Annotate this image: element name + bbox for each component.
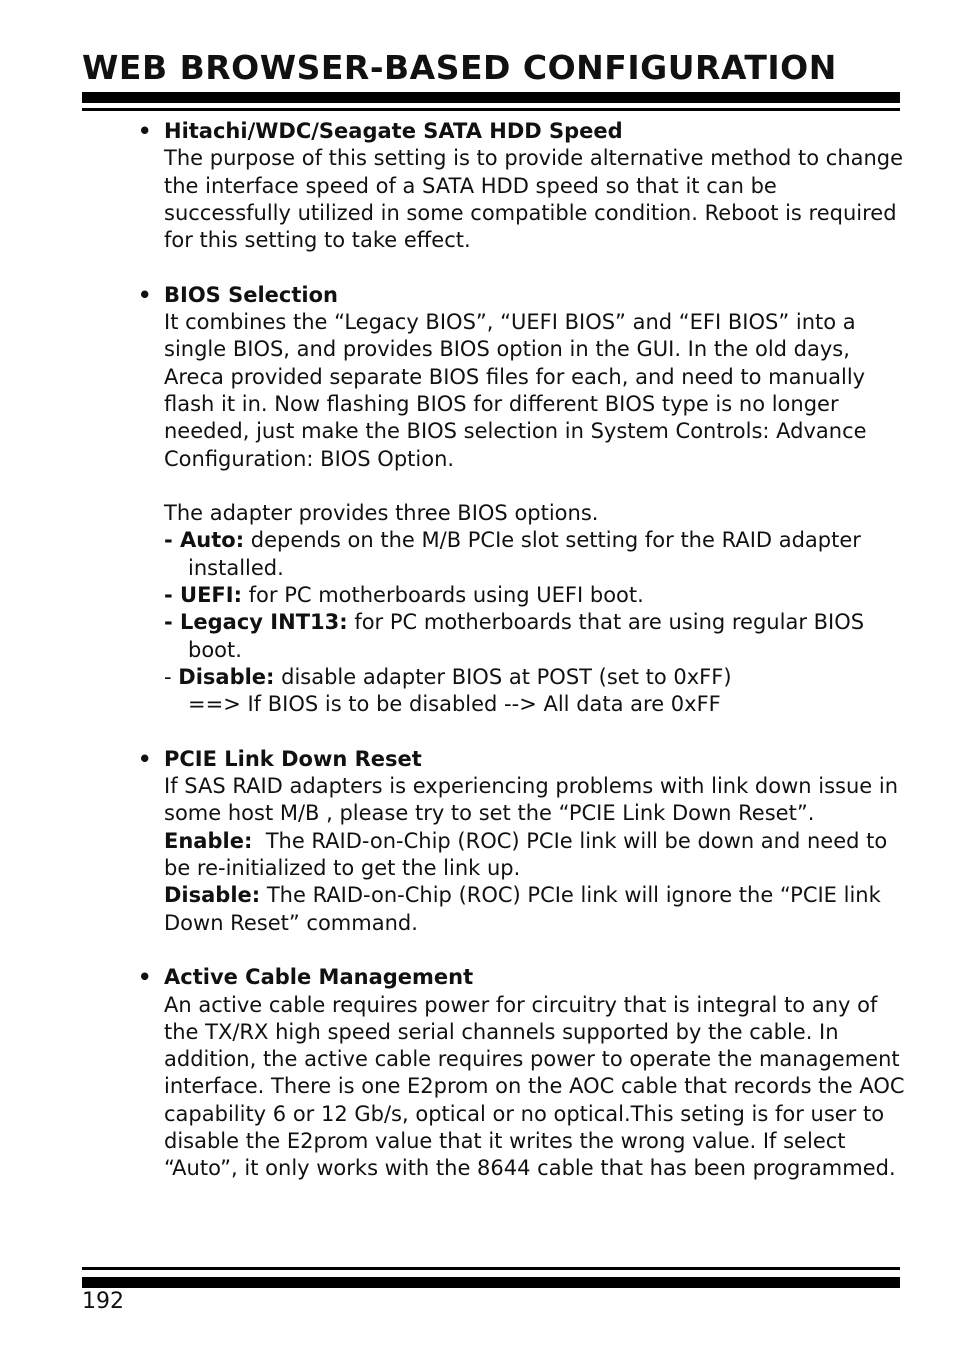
enable-label: Enable: bbox=[164, 828, 253, 853]
section-body: An active cable requires power for circuitry that is integral to any of the TX/RX high speed serial channels supported by the cable. In addition, the active cable requires power to operate the management interface. There is one E2prom on the AOC cable that records the AOC capability 6 or 12 Gb/s, optical or no optical.This seting is for user to disable the E2prom value that it writes the wrong value. If select “Auto”, it only works with the 8644 cable that has been programmed. bbox=[164, 992, 905, 1181]
bios-options-intro: The adapter provides three BIOS options. bbox=[164, 501, 599, 526]
option-text: for PC motherboards using UEFI boot. bbox=[241, 583, 644, 608]
option-note: ==> If BIOS is to be disabled --> All data are 0xFF bbox=[188, 692, 721, 717]
section-body: It combines the “Legacy BIOS”, “UEFI BIOS” and “EFI BIOS” into a single BIOS, and provides BIOS option in the GUI. In the old days, Areca provided separate BIOS files for each, and need to manually flash it in. Now flashing BIOS for different BIOS type is no longer needed, just make the BIOS selection in System Controls: Advance Configuration: BIOS Option. bbox=[164, 310, 867, 471]
section-heading: Active Cable Management bbox=[164, 965, 474, 990]
option-prefix: - bbox=[164, 664, 179, 689]
section-bios-selection bbox=[138, 282, 908, 719]
pcie-disable-description bbox=[164, 882, 908, 937]
disable-text: The RAID-on-Chip (ROC) PCIe link will ignore the “PCIE link Down Reset” command. bbox=[164, 883, 881, 935]
bios-option-uefi bbox=[164, 582, 908, 609]
enable-text: The RAID-on-Chip (ROC) PCIe link will be down and need to be re-initialized to get the link up. bbox=[164, 828, 894, 881]
section-sata-hdd-speed bbox=[138, 118, 908, 254]
footer-rule-thin bbox=[82, 1267, 900, 1270]
footer-rule-thick bbox=[82, 1277, 900, 1288]
bios-option-legacy bbox=[164, 609, 908, 664]
option-label: - UEFI: bbox=[164, 583, 242, 608]
section-body: If SAS RAID adapters is experiencing problems with link down issue in some host M/B , please try to set the “PCIE Link Down Reset”. bbox=[164, 774, 899, 826]
header-rule-thin bbox=[82, 108, 900, 111]
page-number: 192 bbox=[82, 1289, 124, 1314]
pcie-enable-description bbox=[164, 828, 908, 883]
bullet-icon: • bbox=[138, 965, 152, 990]
section-heading: BIOS Selection bbox=[164, 282, 338, 307]
section-body: The purpose of this setting is to provide alternative method to change the interface speed of a SATA HDD speed so that it can be successfully utilized in some compatible condition. Reboot is required for this setting to take effect. bbox=[164, 146, 904, 253]
option-text: depends on the M/B PCIe slot setting for the RAID adapter installed. bbox=[188, 528, 861, 580]
bullet-icon: • bbox=[138, 119, 152, 143]
option-label: Disable: bbox=[178, 664, 275, 689]
page-content bbox=[138, 118, 908, 1183]
disable-label: Disable: bbox=[164, 883, 261, 908]
option-label: - Auto: bbox=[164, 528, 245, 553]
page-title: WEB BROWSER-BASED CONFIGURATION bbox=[82, 48, 837, 87]
option-text: for PC motherboards that are using regular BIOS boot. bbox=[188, 610, 865, 662]
bullet-icon: • bbox=[138, 746, 152, 771]
option-label: - Legacy INT13: bbox=[164, 610, 348, 635]
bullet-icon: • bbox=[138, 282, 152, 307]
bios-option-disable bbox=[164, 664, 908, 719]
bios-option-auto bbox=[164, 527, 908, 582]
option-text: disable adapter BIOS at POST (set to 0xFF) bbox=[274, 664, 732, 689]
section-heading: Hitachi/WDC/Seagate SATA HDD Speed bbox=[164, 119, 623, 143]
section-pcie-link-down-reset bbox=[138, 746, 908, 937]
header-rule-thick bbox=[82, 92, 900, 103]
section-active-cable-management bbox=[138, 964, 908, 1182]
section-heading: PCIE Link Down Reset bbox=[164, 746, 422, 771]
